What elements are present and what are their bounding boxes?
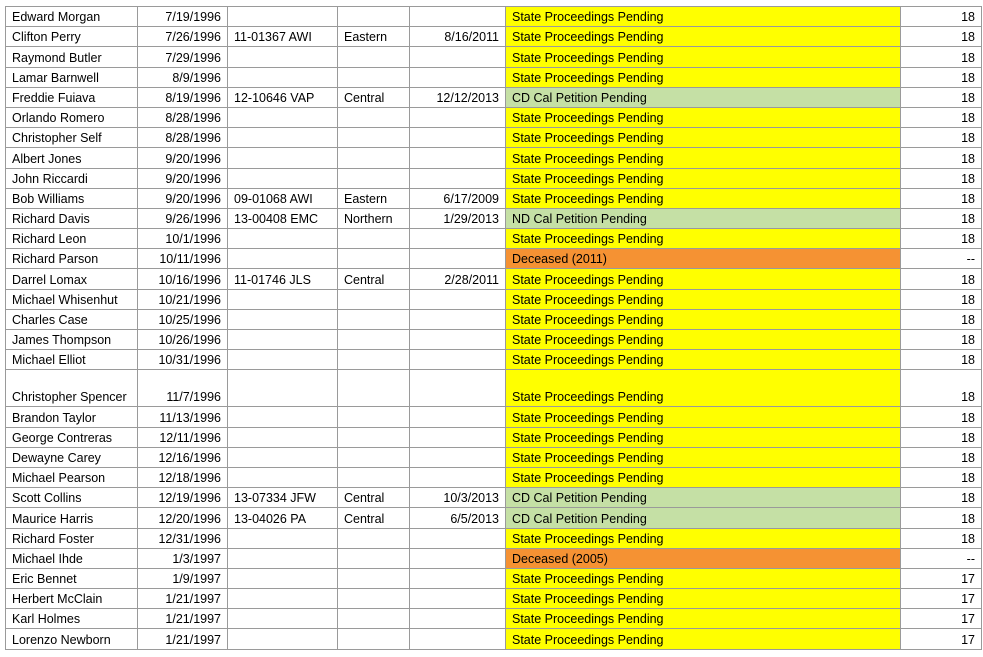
status-cell: CD Cal Petition Pending (506, 87, 901, 107)
table-row (6, 548, 982, 568)
name-cell: Richard Parson (6, 249, 138, 269)
table-row (6, 188, 982, 208)
count-cell: 18 (901, 427, 982, 447)
table-row (6, 87, 982, 107)
table-row (6, 568, 982, 588)
district-cell: Northern (338, 208, 410, 228)
case-number-cell (228, 148, 338, 168)
name-cell: George Contreras (6, 427, 138, 447)
district-cell (338, 148, 410, 168)
filed-date-cell (410, 548, 506, 568)
status-cell: State Proceedings Pending (506, 370, 901, 407)
count-cell: 18 (901, 447, 982, 467)
filed-date-cell: 2/28/2011 (410, 269, 506, 289)
status-cell: State Proceedings Pending (506, 447, 901, 467)
date-cell: 10/26/1996 (138, 330, 228, 350)
name-cell: Richard Davis (6, 208, 138, 228)
status-cell: State Proceedings Pending (506, 309, 901, 329)
district-cell (338, 350, 410, 370)
filed-date-cell (410, 229, 506, 249)
filed-date-cell (410, 7, 506, 27)
case-number-cell: 13-04026 PA (228, 508, 338, 528)
date-cell: 9/26/1996 (138, 208, 228, 228)
table-row (6, 128, 982, 148)
status-cell: State Proceedings Pending (506, 168, 901, 188)
status-cell: State Proceedings Pending (506, 229, 901, 249)
name-cell: James Thompson (6, 330, 138, 350)
date-cell: 12/18/1996 (138, 467, 228, 487)
district-cell (338, 309, 410, 329)
filed-date-cell (410, 350, 506, 370)
filed-date-cell (410, 407, 506, 427)
date-cell: 1/21/1997 (138, 589, 228, 609)
case-number-cell (228, 427, 338, 447)
table-row (6, 148, 982, 168)
date-cell: 11/7/1996 (138, 370, 228, 407)
count-cell: 18 (901, 309, 982, 329)
count-cell: 18 (901, 370, 982, 407)
date-cell: 1/21/1997 (138, 609, 228, 629)
district-cell (338, 528, 410, 548)
count-cell: 17 (901, 629, 982, 649)
filed-date-cell (410, 47, 506, 67)
count-cell: 18 (901, 148, 982, 168)
table-row (6, 330, 982, 350)
table-row (6, 289, 982, 309)
date-cell: 1/9/1997 (138, 568, 228, 588)
date-cell: 9/20/1996 (138, 168, 228, 188)
case-number-cell (228, 350, 338, 370)
table-row (6, 488, 982, 508)
filed-date-cell: 12/12/2013 (410, 87, 506, 107)
case-number-cell: 12-10646 VAP (228, 87, 338, 107)
table-row (6, 629, 982, 649)
table-row (6, 407, 982, 427)
case-number-cell: 11-01746 JLS (228, 269, 338, 289)
case-number-cell (228, 629, 338, 649)
count-cell: 18 (901, 528, 982, 548)
count-cell: 18 (901, 289, 982, 309)
date-cell: 10/21/1996 (138, 289, 228, 309)
case-number-cell (228, 548, 338, 568)
table-body (6, 7, 982, 650)
filed-date-cell (410, 128, 506, 148)
case-number-cell (228, 589, 338, 609)
date-cell: 10/16/1996 (138, 269, 228, 289)
case-status-table (5, 6, 982, 650)
district-cell (338, 7, 410, 27)
filed-date-cell (410, 309, 506, 329)
district-cell (338, 289, 410, 309)
date-cell: 10/25/1996 (138, 309, 228, 329)
name-cell: Raymond Butler (6, 47, 138, 67)
district-cell (338, 548, 410, 568)
status-cell: State Proceedings Pending (506, 7, 901, 27)
table-row (6, 67, 982, 87)
name-cell: Bob Williams (6, 188, 138, 208)
case-number-cell (228, 309, 338, 329)
name-cell: Scott Collins (6, 488, 138, 508)
count-cell: 18 (901, 208, 982, 228)
district-cell: Central (338, 508, 410, 528)
filed-date-cell (410, 568, 506, 588)
status-cell: State Proceedings Pending (506, 269, 901, 289)
case-number-cell (228, 7, 338, 27)
table-row (6, 208, 982, 228)
date-cell: 10/1/1996 (138, 229, 228, 249)
date-cell: 7/26/1996 (138, 27, 228, 47)
district-cell (338, 229, 410, 249)
district-cell (338, 407, 410, 427)
district-cell (338, 609, 410, 629)
case-number-cell (228, 168, 338, 188)
district-cell: Central (338, 87, 410, 107)
filed-date-cell (410, 107, 506, 127)
filed-date-cell (410, 289, 506, 309)
date-cell: 7/19/1996 (138, 7, 228, 27)
filed-date-cell (410, 427, 506, 447)
status-cell: ND Cal Petition Pending (506, 208, 901, 228)
filed-date-cell (410, 528, 506, 548)
name-cell: Michael Pearson (6, 467, 138, 487)
case-number-cell (228, 407, 338, 427)
filed-date-cell: 1/29/2013 (410, 208, 506, 228)
status-cell: CD Cal Petition Pending (506, 488, 901, 508)
count-cell: 18 (901, 407, 982, 427)
name-cell: Richard Foster (6, 528, 138, 548)
date-cell: 8/28/1996 (138, 128, 228, 148)
table-row (6, 229, 982, 249)
count-cell: 17 (901, 589, 982, 609)
case-number-cell: 13-00408 EMC (228, 208, 338, 228)
district-cell (338, 370, 410, 407)
table-row (6, 467, 982, 487)
table-row (6, 528, 982, 548)
district-cell (338, 568, 410, 588)
name-cell: Michael Whisenhut (6, 289, 138, 309)
district-cell (338, 330, 410, 350)
status-cell: State Proceedings Pending (506, 128, 901, 148)
filed-date-cell (410, 148, 506, 168)
filed-date-cell (410, 168, 506, 188)
district-cell (338, 589, 410, 609)
count-cell: 18 (901, 488, 982, 508)
count-cell: 18 (901, 330, 982, 350)
case-number-cell (228, 47, 338, 67)
count-cell: 18 (901, 7, 982, 27)
table-row (6, 350, 982, 370)
date-cell: 12/31/1996 (138, 528, 228, 548)
status-cell: State Proceedings Pending (506, 47, 901, 67)
date-cell: 8/9/1996 (138, 67, 228, 87)
date-cell: 9/20/1996 (138, 148, 228, 168)
name-cell: Brandon Taylor (6, 407, 138, 427)
district-cell (338, 47, 410, 67)
name-cell: Herbert McClain (6, 589, 138, 609)
case-number-cell (228, 447, 338, 467)
filed-date-cell (410, 330, 506, 350)
count-cell: 18 (901, 107, 982, 127)
name-cell: Edward Morgan (6, 7, 138, 27)
count-cell: 18 (901, 350, 982, 370)
count-cell: 18 (901, 188, 982, 208)
date-cell: 8/19/1996 (138, 87, 228, 107)
case-number-cell: 11-01367 AWI (228, 27, 338, 47)
name-cell: Dewayne Carey (6, 447, 138, 467)
table-row (6, 107, 982, 127)
district-cell (338, 67, 410, 87)
table-row (6, 168, 982, 188)
name-cell: Christopher Spencer (6, 370, 138, 407)
status-cell: State Proceedings Pending (506, 467, 901, 487)
status-cell: State Proceedings Pending (506, 67, 901, 87)
status-cell: State Proceedings Pending (506, 289, 901, 309)
filed-date-cell: 10/3/2013 (410, 488, 506, 508)
table-row (6, 47, 982, 67)
filed-date-cell (410, 249, 506, 269)
status-cell: State Proceedings Pending (506, 568, 901, 588)
status-cell: State Proceedings Pending (506, 629, 901, 649)
status-cell: State Proceedings Pending (506, 427, 901, 447)
count-cell: 18 (901, 269, 982, 289)
date-cell: 12/20/1996 (138, 508, 228, 528)
name-cell: Christopher Self (6, 128, 138, 148)
case-number-cell (228, 467, 338, 487)
name-cell: Darrel Lomax (6, 269, 138, 289)
case-number-cell (228, 609, 338, 629)
name-cell: Lamar Barnwell (6, 67, 138, 87)
filed-date-cell (410, 370, 506, 407)
status-cell: State Proceedings Pending (506, 27, 901, 47)
count-cell: -- (901, 249, 982, 269)
district-cell (338, 128, 410, 148)
name-cell: Clifton Perry (6, 27, 138, 47)
name-cell: Charles Case (6, 309, 138, 329)
count-cell: 18 (901, 229, 982, 249)
count-cell: -- (901, 548, 982, 568)
date-cell: 1/21/1997 (138, 629, 228, 649)
name-cell: Albert Jones (6, 148, 138, 168)
date-cell: 9/20/1996 (138, 188, 228, 208)
table-row (6, 27, 982, 47)
case-number-cell (228, 330, 338, 350)
case-number-cell (228, 107, 338, 127)
date-cell: 12/11/1996 (138, 427, 228, 447)
district-cell: Eastern (338, 27, 410, 47)
table-row (6, 427, 982, 447)
table-row (6, 508, 982, 528)
date-cell: 12/16/1996 (138, 447, 228, 467)
count-cell: 18 (901, 47, 982, 67)
name-cell: Maurice Harris (6, 508, 138, 528)
status-cell: State Proceedings Pending (506, 609, 901, 629)
case-number-cell (228, 229, 338, 249)
filed-date-cell (410, 67, 506, 87)
name-cell: Karl Holmes (6, 609, 138, 629)
case-number-cell (228, 67, 338, 87)
district-cell: Central (338, 488, 410, 508)
name-cell: Orlando Romero (6, 107, 138, 127)
district-cell: Central (338, 269, 410, 289)
district-cell: Eastern (338, 188, 410, 208)
filed-date-cell (410, 467, 506, 487)
case-number-cell: 09-01068 AWI (228, 188, 338, 208)
table-row (6, 249, 982, 269)
status-cell: State Proceedings Pending (506, 148, 901, 168)
table-row (6, 370, 982, 407)
count-cell: 18 (901, 27, 982, 47)
district-cell (338, 467, 410, 487)
count-cell: 17 (901, 568, 982, 588)
district-cell (338, 107, 410, 127)
name-cell: John Riccardi (6, 168, 138, 188)
date-cell: 10/31/1996 (138, 350, 228, 370)
filed-date-cell: 6/17/2009 (410, 188, 506, 208)
table-row (6, 609, 982, 629)
status-cell: Deceased (2011) (506, 249, 901, 269)
district-cell (338, 168, 410, 188)
status-cell: State Proceedings Pending (506, 528, 901, 548)
filed-date-cell (410, 609, 506, 629)
count-cell: 17 (901, 609, 982, 629)
table-row (6, 589, 982, 609)
status-cell: Deceased (2005) (506, 548, 901, 568)
date-cell: 11/13/1996 (138, 407, 228, 427)
table-row (6, 447, 982, 467)
case-number-cell (228, 568, 338, 588)
case-number-cell (228, 128, 338, 148)
table-row (6, 269, 982, 289)
district-cell (338, 427, 410, 447)
case-number-cell (228, 528, 338, 548)
case-number-cell (228, 289, 338, 309)
date-cell: 1/3/1997 (138, 548, 228, 568)
count-cell: 18 (901, 67, 982, 87)
date-cell: 8/28/1996 (138, 107, 228, 127)
table-row (6, 309, 982, 329)
count-cell: 18 (901, 508, 982, 528)
count-cell: 18 (901, 128, 982, 148)
status-cell: State Proceedings Pending (506, 407, 901, 427)
district-cell (338, 249, 410, 269)
count-cell: 18 (901, 467, 982, 487)
status-cell: CD Cal Petition Pending (506, 508, 901, 528)
district-cell (338, 447, 410, 467)
date-cell: 7/29/1996 (138, 47, 228, 67)
case-number-cell (228, 370, 338, 407)
date-cell: 12/19/1996 (138, 488, 228, 508)
date-cell: 10/11/1996 (138, 249, 228, 269)
name-cell: Lorenzo Newborn (6, 629, 138, 649)
table-row (6, 7, 982, 27)
filed-date-cell (410, 447, 506, 467)
name-cell: Michael Elliot (6, 350, 138, 370)
status-cell: State Proceedings Pending (506, 589, 901, 609)
case-number-cell: 13-07334 JFW (228, 488, 338, 508)
filed-date-cell: 6/5/2013 (410, 508, 506, 528)
status-cell: State Proceedings Pending (506, 188, 901, 208)
status-cell: State Proceedings Pending (506, 350, 901, 370)
case-number-cell (228, 249, 338, 269)
status-cell: State Proceedings Pending (506, 330, 901, 350)
district-cell (338, 629, 410, 649)
count-cell: 18 (901, 87, 982, 107)
count-cell: 18 (901, 168, 982, 188)
filed-date-cell: 8/16/2011 (410, 27, 506, 47)
status-cell: State Proceedings Pending (506, 107, 901, 127)
name-cell: Eric Bennet (6, 568, 138, 588)
filed-date-cell (410, 629, 506, 649)
filed-date-cell (410, 589, 506, 609)
name-cell: Freddie Fuiava (6, 87, 138, 107)
name-cell: Michael Ihde (6, 548, 138, 568)
name-cell: Richard Leon (6, 229, 138, 249)
